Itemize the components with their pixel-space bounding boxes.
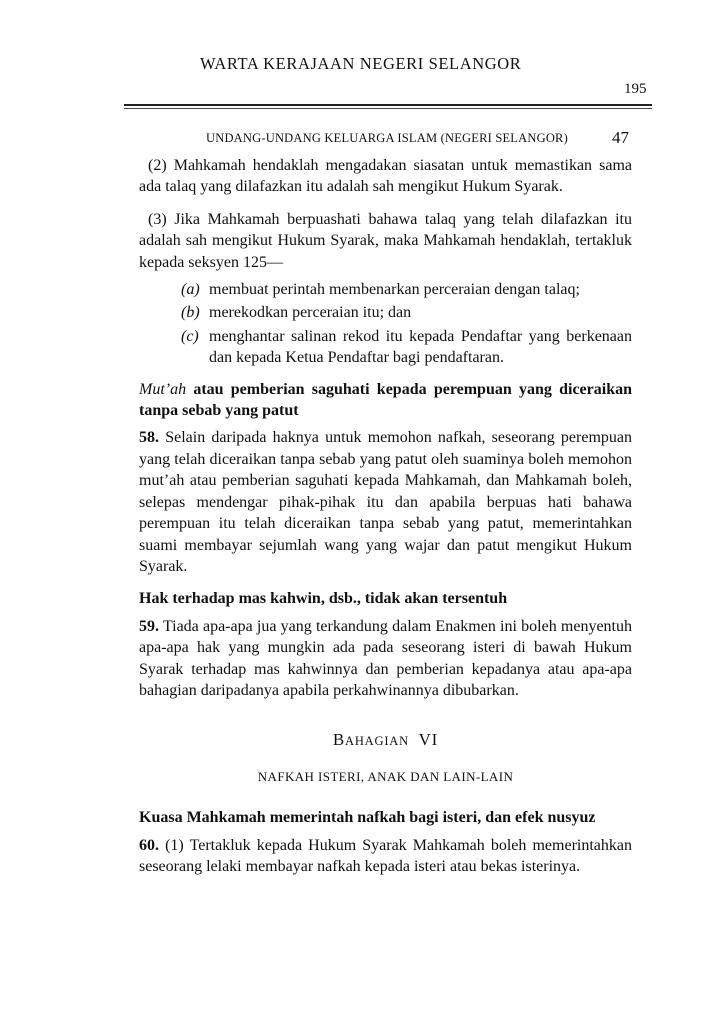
body-text [139, 155, 632, 888]
section-58-text: Selain daripada haknya untuk memohon nafkah, seseorang perempuan yang telah diceraikan tanpa sebab yang patut oleh suaminya boleh memohon mut’ah atau pemberian saguhati kepada Mahkamah, dan Mahkamah boleh, selepas mendengar pihak-pihak itu dan apabila berpuas hati bahawa perempuan itu telah diceraikan tanpa sebab yang patut, memerintahkan suami membayar sejumlah wang yang wajar dan patut mengikut Hukum Syarak. [139, 429, 632, 575]
section-58-heading-italic: Mut’ah [139, 380, 187, 398]
section-60-body [139, 835, 632, 878]
section-59-heading: Hak terhadap mas kahwin, dsb., tidak akan tersentuh [139, 590, 508, 608]
list-item-text: merekodkan perceraian itu; dan [209, 304, 412, 322]
list-marker: (c) [181, 327, 199, 345]
subsection-2: (2) Mahkamah hendaklah mengadakan siasatan untuk memastikan sama ada talaq yang dilafazkan itu adalah sah mengikut Hukum Syarak. [139, 157, 632, 196]
list-item [139, 302, 632, 323]
subsection-3-list [139, 279, 632, 369]
gazette-title: WARTA KERAJAAN NEGERI SELANGOR [200, 54, 522, 73]
section-59-body [139, 616, 632, 702]
part-label-rest: AHAGIAN [345, 734, 409, 749]
part-numeral: VI [418, 730, 439, 750]
running-header: UNDANG-UNDANG KELUARGA ISLAM (NEGERI SELANGOR) [206, 131, 568, 145]
part-title: NAFKAH ISTERI, ANAK DAN LAIN-LAIN [257, 768, 514, 784]
list-item-text: membuat perintah membenarkan perceraian dengan talaq; [209, 281, 580, 299]
section-58-heading-text: atau pemberian saguhati kepada perempuan yang diceraikan tanpa sebab yang patut [139, 380, 632, 420]
section-59-number: 59. [139, 617, 159, 635]
section-58-number: 58. [139, 429, 159, 447]
list-marker: (b) [181, 304, 200, 322]
header-rule-thin [124, 108, 652, 109]
section-60-number: 60. [139, 836, 159, 854]
header-rule-thick [124, 104, 652, 106]
list-item [139, 279, 632, 300]
law-page-number: 47 [612, 128, 629, 147]
section-60-text: (1) Tertakluk kepada Hukum Syarak Mahkamah boleh memerintahkan seseorang lelaki membayar nafkah kepada isteri atau bekas isterinya. [139, 836, 632, 875]
part-label-initial: B [332, 730, 346, 750]
page-number: 195 [624, 81, 647, 97]
list-item-text: menghantar salinan rekod itu kepada Pendaftar yang berkenaan dan kepada Ketua Pendaftar bagi pendaftaran. [209, 327, 632, 367]
section-59-text: Tiada apa-apa jua yang terkandung dalam Enakmen ini boleh menyentuh apa-apa hak yang mungkin ada pada seseorang isteri di bawah Hukum Syarak terhadap mas kahwinnya dan pemberian kepadanya atau apa-apa bahagian daripadanya apabila perkahwinannya dibubarkan. [139, 617, 632, 699]
list-item [139, 326, 632, 369]
list-marker: (a) [181, 281, 200, 299]
section-60-heading: Kuasa Mahkamah memerintah nafkah bagi isteri, dan efek nusyuz [139, 809, 596, 827]
subsection-3: (3) Jika Mahkamah berpuashati bahawa talaq yang telah dilafazkan itu adalah sah mengikut Hukum Syarak, maka Mahkamah hendaklah, tertakluk kepada seksyen 125— [139, 210, 632, 271]
section-58-body [139, 427, 632, 577]
part-heading [139, 729, 632, 752]
section-58-heading [139, 379, 632, 422]
